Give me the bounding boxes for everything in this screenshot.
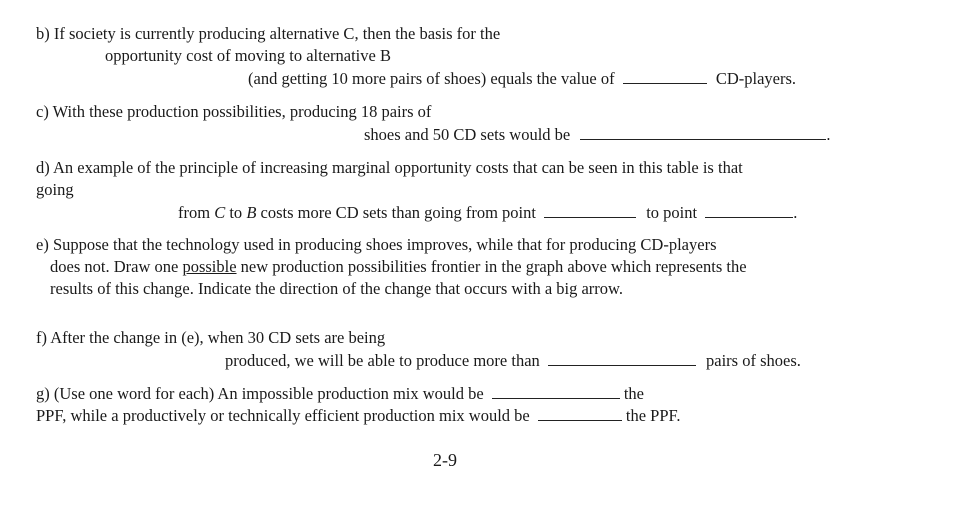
page-number: 2-9: [433, 450, 457, 470]
question-d-period: .: [793, 203, 798, 222]
point-c-label: C: [214, 203, 226, 222]
question-f-unit: pairs of shoes.: [706, 351, 801, 370]
question-e-text-a: does not. Draw one: [50, 257, 183, 276]
question-g-end-2: the PPF.: [625, 406, 681, 425]
question-d-line3: [178, 202, 797, 223]
answer-blank-g2[interactable]: [538, 405, 622, 421]
answer-blank-d1[interactable]: [544, 202, 636, 218]
question-c-line1: c) With these production possibilities, producing 18 pairs of: [36, 102, 432, 121]
question-b-line2: opportunity cost of moving to alternative B: [105, 46, 391, 65]
question-d-text-d: to point: [646, 203, 698, 222]
question-c-period: .: [826, 125, 831, 144]
question-b-text: (and getting 10 more pairs of shoes) equals the value of: [248, 69, 615, 88]
question-c-text: shoes and 50 CD sets would be: [364, 125, 571, 144]
question-e-line2: [50, 257, 747, 277]
question-g-line1: [36, 383, 644, 404]
question-g-end-1: the: [623, 384, 644, 403]
question-d-text-b: to: [225, 203, 247, 222]
answer-blank-d2[interactable]: [705, 202, 793, 218]
question-e-emphasis: possible: [182, 257, 237, 276]
question-g-line2: [36, 405, 680, 426]
question-b-line1: b) If society is currently producing alternative C, then the basis for the: [36, 24, 501, 43]
question-f-line2: [225, 350, 801, 371]
question-e-line1: e) Suppose that the technology used in producing shoes improves, while that for producing CD-players: [36, 235, 717, 254]
answer-blank-f[interactable]: [548, 350, 696, 366]
question-c-line2: [364, 124, 830, 145]
question-g-text-2: PPF, while a productively or technically efficient production mix would be: [36, 406, 530, 425]
question-d-line1: d) An example of the principle of increasing marginal opportunity costs that can be seen in this table is that: [36, 158, 743, 177]
question-e-line3: results of this change. Indicate the direction of the change that occurs with a big arrow.: [50, 279, 624, 298]
answer-blank-c[interactable]: [580, 124, 826, 140]
question-f-text: produced, we will be able to produce more than: [225, 351, 540, 370]
question-d-line2: going: [36, 180, 74, 199]
question-e-text-b: new production possibilities frontier in the graph above which represents the: [236, 257, 747, 276]
question-d-text-c: costs more CD sets than going from point: [256, 203, 536, 222]
answer-blank-g1[interactable]: [492, 383, 620, 399]
question-d-text-a: from: [178, 203, 215, 222]
question-b-unit: CD-players.: [715, 69, 797, 88]
question-g-text-1: g) (Use one word for each) An impossible production mix would be: [36, 384, 484, 403]
answer-blank-b[interactable]: [623, 68, 707, 84]
question-b-line3: [248, 68, 796, 89]
point-b-label: B: [246, 203, 257, 222]
question-f-line1: f) After the change in (e), when 30 CD sets are being: [36, 328, 386, 347]
